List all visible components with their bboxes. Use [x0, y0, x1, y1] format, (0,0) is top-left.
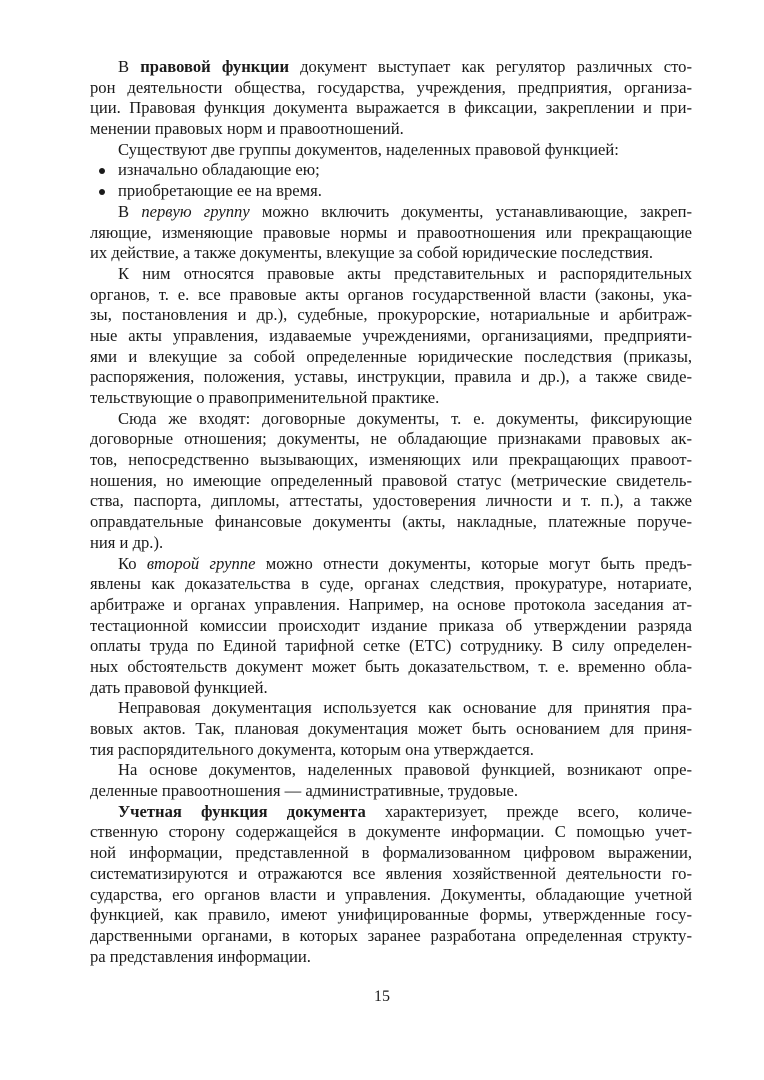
text-segment: можно включить документы, устанавливающие, закреп-: [249, 201, 692, 221]
text-segment: документ выступает как регулятор различных сто-: [289, 57, 692, 76]
text-line: [90, 78, 692, 99]
bullet-list-item: [90, 160, 692, 181]
page-number: 15: [374, 988, 390, 1005]
text-line: [90, 822, 692, 843]
text-line: [90, 326, 692, 347]
text-segment: ства, паспорта, дипломы, аттестаты, удостоверения личности и т. п.), а также: [90, 491, 692, 511]
text-segment: На основе документов, наделенных правовой функцией, возникают опре-: [118, 760, 692, 780]
document-body: [90, 57, 692, 967]
text-line: [90, 905, 692, 926]
italic-term: второй группе: [146, 553, 256, 573]
text-segment: ных обстоятельств документ может быть доказательством, т. е. временно обла-: [90, 656, 692, 676]
text-segment: Неправовая документация используется как основание для принятия пра-: [118, 698, 692, 718]
text-line: [90, 285, 692, 306]
text-line: [90, 760, 692, 781]
text-segment: органов, т. е. все правовые акты органов государственной власти (законы, ука-: [90, 284, 692, 304]
text-segment: К ним относятся правовые акты представительных и распорядительных: [118, 263, 692, 283]
text-line: [90, 616, 692, 637]
text-segment: Ко: [118, 553, 147, 573]
text-segment: В: [118, 201, 142, 221]
text-line: [90, 409, 692, 430]
text-segment: ственную сторону содержащейся в документе информации. С помощью учет-: [90, 822, 692, 842]
text-segment: Существуют две группы документов, наделенных правовой функцией:: [118, 139, 619, 159]
italic-term: первую группу: [141, 201, 250, 221]
text-line: [90, 926, 692, 947]
text-line: [90, 57, 692, 78]
text-segment: ния и др.).: [90, 532, 164, 552]
text-line: [90, 533, 692, 554]
text-line: [90, 140, 692, 161]
text-segment: можно отнести документы, которые могут быть предъ-: [255, 553, 692, 573]
text-line: [90, 264, 692, 285]
text-segment: приобретающие ее на время.: [118, 181, 322, 201]
text-line: [90, 781, 692, 802]
text-line: [90, 719, 692, 740]
text-line: [90, 802, 692, 823]
text-segment: явлены как доказательства в суде, органах следствия, прокуратуре, нотариате,: [90, 574, 692, 594]
text-line: [90, 202, 692, 223]
text-segment: ной информации, представленной в формализованном цифровом выражении,: [90, 843, 692, 863]
text-segment: деленные правоотношения — административные, трудовые.: [90, 781, 519, 801]
text-line: [90, 98, 692, 119]
text-segment: ра представления информации.: [90, 946, 311, 966]
text-line: [90, 843, 692, 864]
text-segment: В: [118, 57, 141, 76]
text-line: [90, 388, 692, 409]
text-line: [90, 223, 692, 244]
text-line: [90, 595, 692, 616]
text-line: [90, 947, 692, 968]
text-line: [90, 367, 692, 388]
text-line: [90, 740, 692, 761]
text-segment: ляющие, изменяющие правовые нормы и правоотношения или прекращающие: [90, 222, 692, 242]
text-segment: ные акты управления, издаваемые учреждениями, организациями, предприяти-: [90, 325, 692, 345]
text-segment: вовых актов. Так, плановая документация может быть основанием для приня-: [90, 719, 692, 738]
text-line: [90, 347, 692, 368]
text-line: [90, 491, 692, 512]
text-segment: сударства, его органов власти и управления. Документы, обладающие учетной: [90, 884, 692, 904]
text-line: [90, 657, 692, 678]
text-segment: функцией, как правило, имеют унифицированные формы, утвержденные госу-: [90, 905, 692, 925]
text-line: [90, 678, 692, 699]
text-line: [90, 698, 692, 719]
text-segment: тельствующие о правоприменительной практике.: [90, 388, 440, 407]
text-segment: ции. Правовая функция документа выражается в фиксации, закреплении и при-: [90, 98, 692, 118]
text-segment: менении правовых норм и правоотношений.: [90, 119, 404, 139]
text-line: [90, 305, 692, 326]
text-segment: договорные отношения; документы, не обладающие признаками правовых ак-: [90, 429, 692, 449]
text-segment: Сюда же входят: договорные документы, т. е. документы, фиксирующие: [118, 408, 692, 428]
text-line: [90, 885, 692, 906]
bold-term: правовой функции: [140, 57, 289, 76]
text-segment: систематизируются и отражаются все явления хозяйственной деятельности го-: [90, 863, 692, 883]
text-line: [90, 512, 692, 533]
text-segment: зы, постановления и др.), судебные, прокурорские, нотариальные и арбитраж-: [90, 305, 692, 325]
text-segment: тов, непосредственно вызывающих, изменяющих или прекращающих правоот-: [90, 450, 692, 470]
text-line: [90, 429, 692, 450]
text-line: [90, 864, 692, 885]
text-line: [90, 471, 692, 492]
text-segment: ношения, но имеющие определенный правовой статус (метрические свидетель-: [90, 470, 692, 490]
text-line: [90, 554, 692, 575]
text-segment: рон деятельности общества, государства, учреждения, предприятия, организа-: [90, 77, 692, 97]
text-segment: оплаты труда по Единой тарифной сетке (ЕТС) сотруднику. В силу определен-: [90, 636, 692, 656]
text-segment: оправдательные финансовые документы (акты, накладные, платежные поруче-: [90, 512, 692, 532]
text-line: [90, 119, 692, 140]
bold-term: Учетная функция документа: [118, 801, 366, 821]
text-segment: тестационной комиссии происходит издание приказа об утверждении разряда: [90, 615, 692, 635]
text-line: [90, 636, 692, 657]
text-segment: изначально обладающие ею;: [118, 160, 320, 180]
text-segment: характеризует, прежде всего, количе-: [365, 801, 692, 821]
text-segment: тия распорядительного документа, которым она утверждается.: [90, 739, 534, 759]
text-segment: арбитраже и органах управления. Например, на основе протокола заседания ат-: [90, 594, 692, 614]
text-segment: дарственными органами, в которых заранее разработана определенная структу-: [90, 925, 692, 945]
text-line: [90, 574, 692, 595]
bullet-list-item: [90, 181, 692, 202]
text-line: [90, 243, 692, 264]
text-line: [90, 450, 692, 471]
text-segment: их действие, а также документы, влекущие за собой юридические последствия.: [90, 243, 654, 263]
text-segment: дать правовой функцией.: [90, 677, 268, 697]
bullet-icon: [99, 168, 105, 174]
text-segment: ями и влекущие за собой определенные юридические последствия (приказы,: [90, 346, 692, 366]
bullet-icon: [99, 189, 105, 195]
text-segment: распоряжения, положения, уставы, инструкции, правила и др.), а также свиде-: [90, 367, 692, 387]
